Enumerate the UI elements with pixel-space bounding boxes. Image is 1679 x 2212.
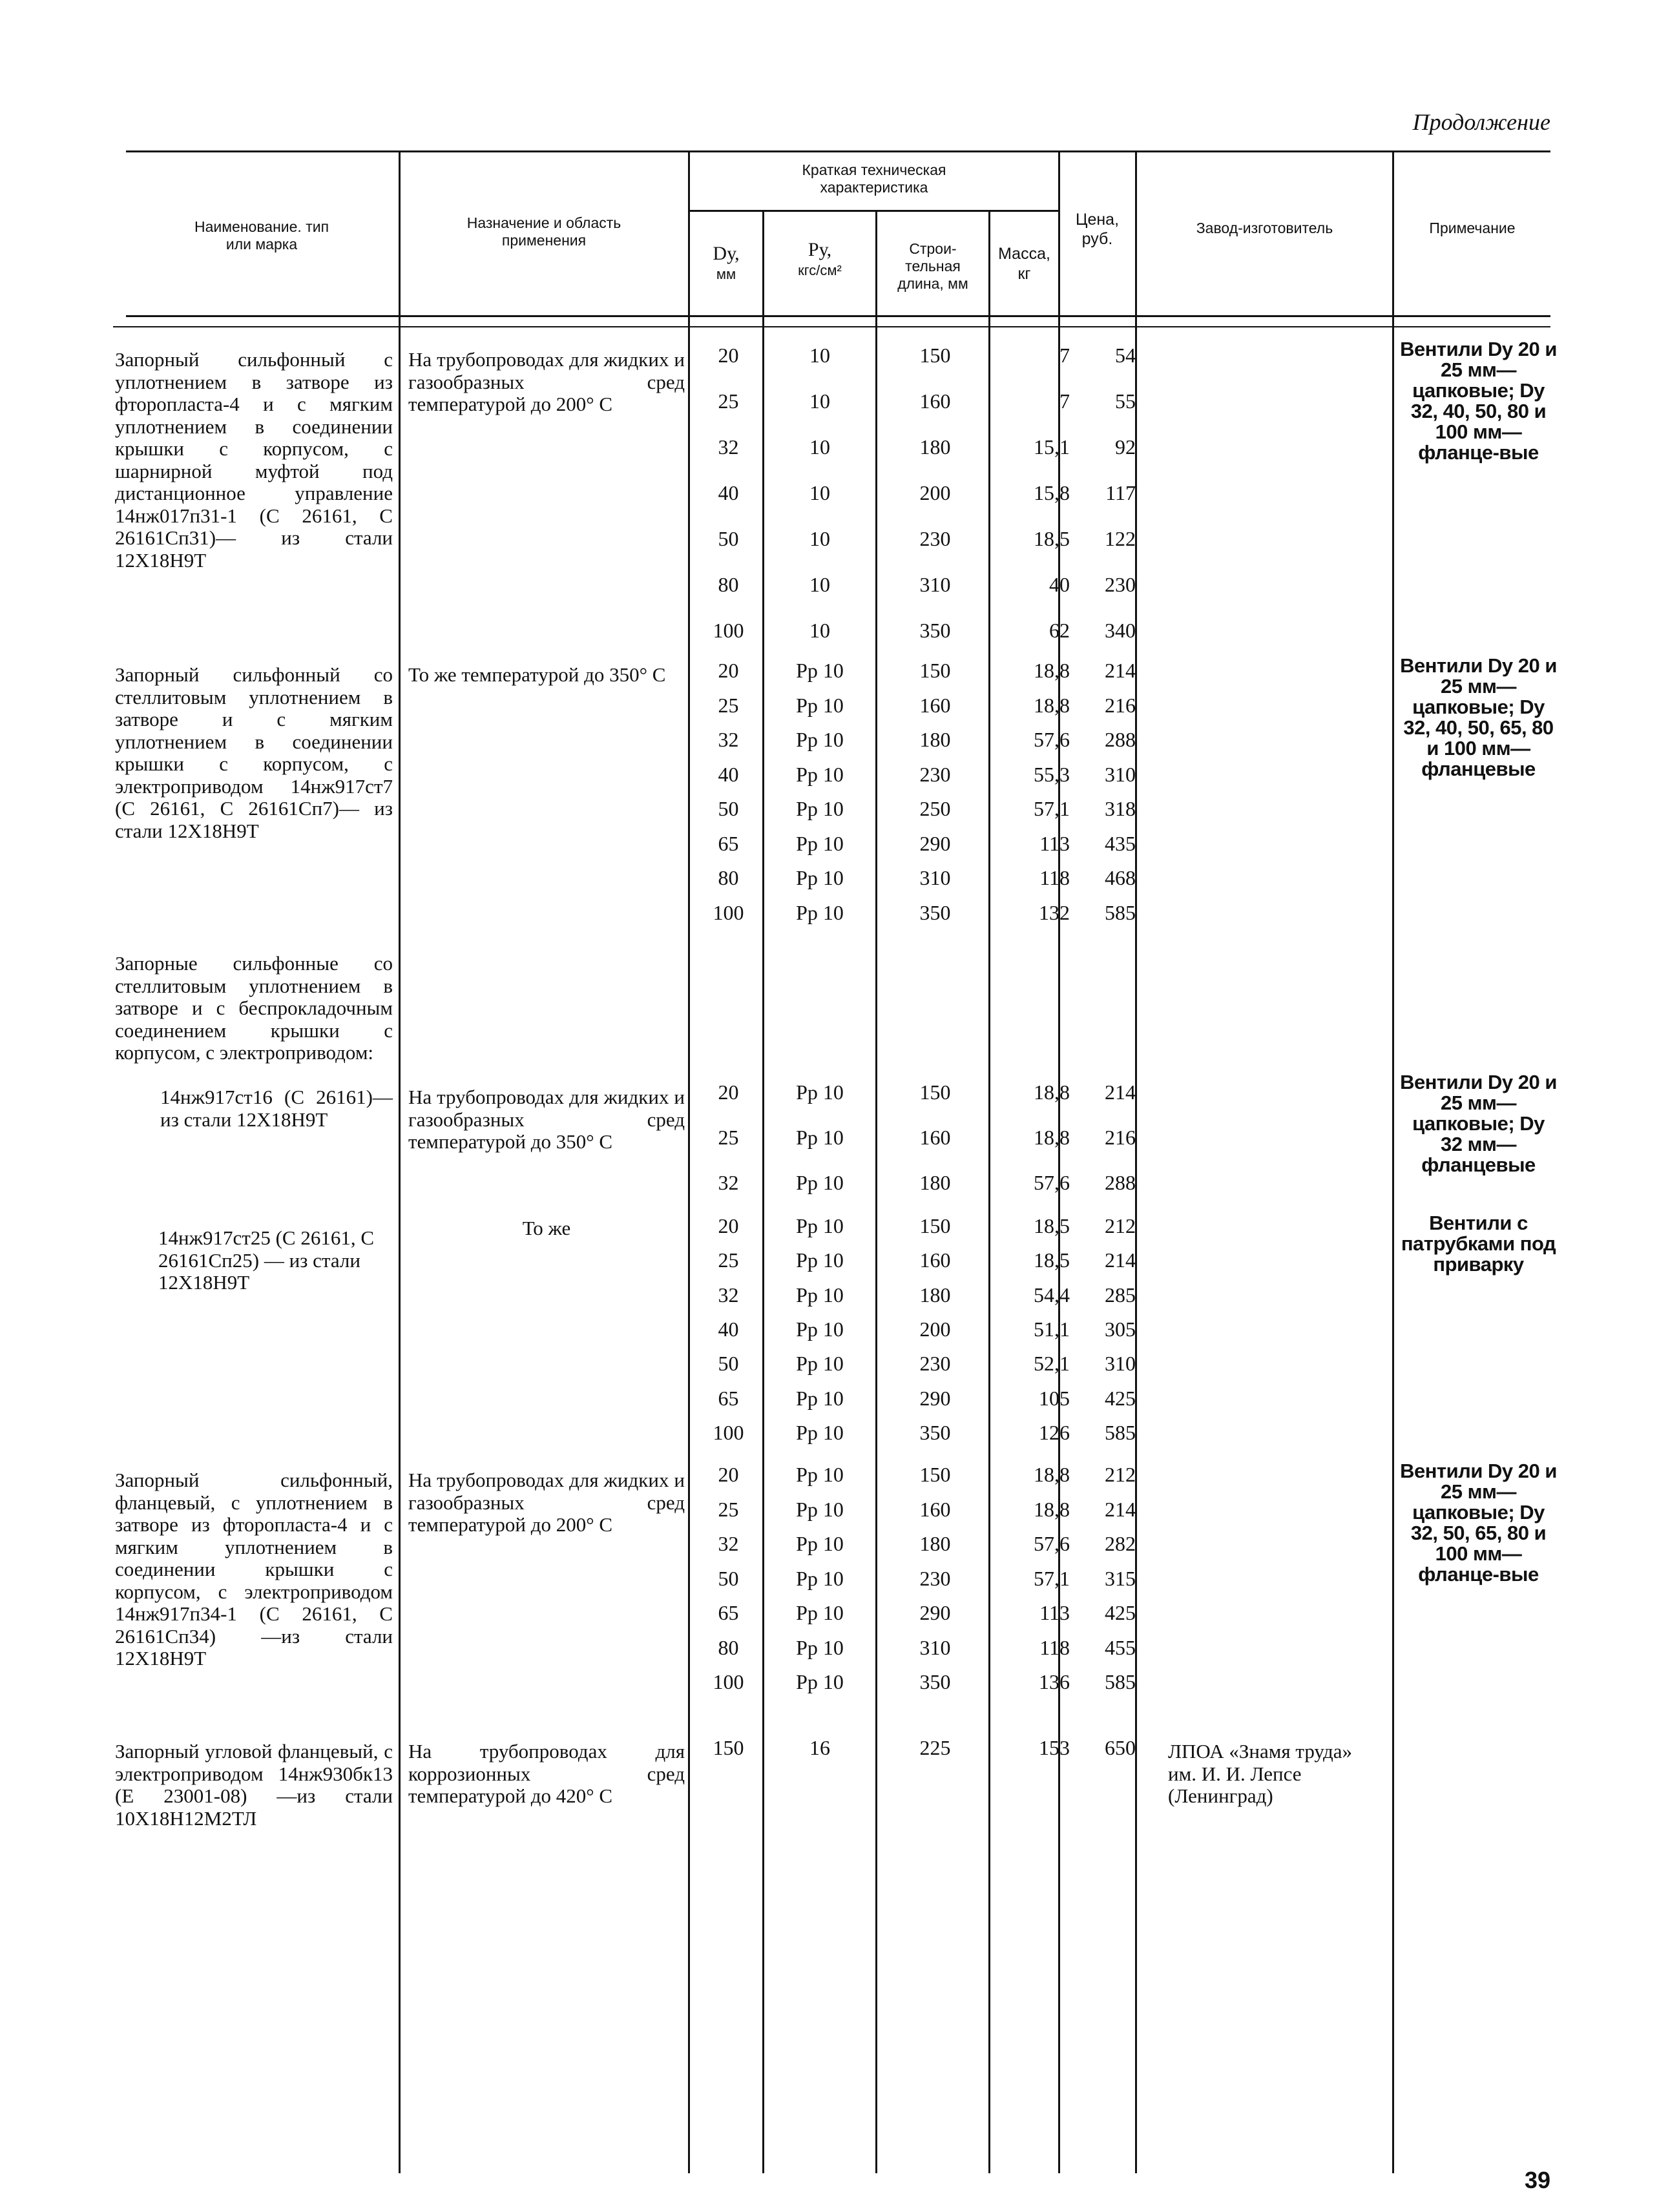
cell-mass: 7 [1059, 389, 1070, 413]
cell-py: Pр 10 [796, 831, 844, 855]
cell-mass: 132 [1039, 900, 1070, 924]
cell-price: 230 [1105, 573, 1136, 596]
cell-mass: 57,1 [1034, 797, 1070, 820]
cell-py: Pр 10 [796, 1497, 844, 1521]
cell-dy: 25 [718, 389, 739, 413]
cell-price: 117 [1105, 481, 1136, 504]
cell-py: Pр 10 [796, 1080, 844, 1104]
cell-price: 282 [1105, 1532, 1136, 1555]
cell-mass: 118 [1039, 866, 1070, 889]
cell-py: Pр 10 [796, 1601, 844, 1624]
cell-mass: 113 [1039, 831, 1070, 855]
cell-mass: 18,5 [1034, 1248, 1070, 1272]
entry-3-sub2-purpose: То же [522, 1217, 571, 1239]
cell-length: 350 [919, 1670, 951, 1693]
cell-py: Pр 10 [796, 900, 844, 924]
cell-price: 212 [1105, 1463, 1136, 1486]
header-price: Цена, руб. [1075, 211, 1120, 248]
cell-dy: 80 [718, 866, 739, 889]
cell-mass: 153 [1039, 1736, 1070, 1759]
entry-2-name: Запорный сильфонный со стеллитовым уплотнением в затворе и с мягким уплотнением в соединении крышки с корпусом, с электроприводом 14нж917ст7 (С 26161, С 26161Сп7)— из стали 12Х18Н9Т [115, 663, 393, 842]
cell-price: 650 [1105, 1736, 1136, 1759]
cell-length: 150 [919, 344, 951, 367]
cell-py: Pр 10 [796, 1420, 844, 1444]
entry-1-note: Вентили Dу 20 и 25 мм— цапковые; Dу 32, 40, 50, 80 и 100 мм—фланце-вые [1400, 338, 1557, 464]
cell-dy: 32 [718, 1171, 739, 1194]
cell-length: 230 [919, 1566, 951, 1590]
header-maker: Завод-изготовитель [1196, 220, 1333, 236]
cell-length: 290 [919, 831, 951, 855]
entry-4-name: Запорный сильфонный, фланцевый, с уплотнением в затворе из фторопласта-4 и с мягким уплотнением в соединении крышки с корпусом, с электроприводом 14нж917п34-1 (С 26161, С 26161Сп34) —из стали 12Х18Н9Т [115, 1469, 393, 1669]
cell-mass: 62 [1049, 619, 1070, 642]
cell-mass: 57,1 [1034, 1566, 1070, 1590]
cell-dy: 40 [718, 481, 739, 504]
entry-3-sub1-purpose: На трубопроводах для жидких и газообразных сред температурой до 350° С [408, 1086, 685, 1153]
cell-py: Pр 10 [796, 1566, 844, 1590]
cell-mass: 18,5 [1034, 527, 1070, 550]
table-top-rule [126, 150, 1550, 152]
cell-py: Pр 10 [796, 693, 844, 717]
cell-py: Pр 10 [796, 1248, 844, 1272]
cell-price: 310 [1105, 762, 1136, 786]
cell-length: 150 [919, 1463, 951, 1486]
cell-dy: 80 [718, 1635, 739, 1659]
cell-price: 212 [1105, 1214, 1136, 1237]
cell-price: 318 [1105, 797, 1136, 820]
cell-dy: 80 [718, 573, 739, 596]
entry-3-sub1-note: Вентили Dу 20 и 25 мм— цапковые; Dу 32 мм— фланцевые [1400, 1071, 1557, 1176]
cell-length: 310 [919, 866, 951, 889]
cell-price: 305 [1105, 1317, 1136, 1341]
entry-1-name: Запорный сильфонный с уплотнением в затворе из фторопласта-4 и с мягким уплотнением в соединении крышки с корпусом, с шарнирной муфтой под дистанционное управление 14нж017п31-1 (С 26161, С 26161Сп31)— из стали 12Х18Н9Т [115, 348, 393, 572]
cell-length: 290 [919, 1601, 951, 1624]
cell-mass: 126 [1039, 1420, 1070, 1444]
cell-dy: 20 [718, 1463, 739, 1486]
header-mass: Масса, кг [998, 245, 1050, 283]
col-divider-8 [1392, 152, 1394, 2173]
header-name: Наименование. тип или марка [194, 218, 329, 253]
cell-py: Pр 10 [796, 1126, 844, 1149]
cell-price: 122 [1105, 527, 1136, 550]
cell-mass: 18,8 [1034, 1080, 1070, 1104]
cell-dy: 100 [713, 1420, 744, 1444]
cell-price: 425 [1105, 1386, 1136, 1410]
cell-price: 310 [1105, 1352, 1136, 1376]
entry-5-purpose: На трубопроводах для коррозионных сред температурой до 420° С [408, 1740, 685, 1807]
cell-mass: 113 [1039, 1601, 1070, 1624]
cell-dy: 25 [718, 1126, 739, 1149]
cell-mass: 105 [1039, 1386, 1070, 1410]
header-length: Строи- тельная длина, мм [897, 240, 968, 292]
cell-py: Pр 10 [796, 762, 844, 786]
cell-mass: 18,8 [1034, 659, 1070, 682]
cell-mass: 57,6 [1034, 1171, 1070, 1194]
cell-mass: 52,1 [1034, 1352, 1070, 1376]
cell-dy: 50 [718, 1566, 739, 1590]
cell-dy: 20 [718, 344, 739, 367]
cell-py: Pр 10 [796, 1463, 844, 1486]
cell-py: 10 [809, 573, 830, 596]
page-number: 39 [1524, 2167, 1550, 2193]
cell-length: 160 [919, 1126, 951, 1149]
cell-py: 10 [809, 481, 830, 504]
cell-length: 150 [919, 1214, 951, 1237]
cell-py: 10 [809, 435, 830, 459]
cell-py: 16 [809, 1736, 830, 1759]
entry-3-name: Запорные сильфонные со стеллитовым уплотнением в затворе и с беспрокладочным соединением крышки с корпусом, с электроприводом: [115, 952, 393, 1064]
cell-mass: 54,4 [1034, 1283, 1070, 1307]
cell-mass: 57,6 [1034, 1532, 1070, 1555]
cell-price: 216 [1105, 693, 1136, 717]
cell-dy: 40 [718, 1317, 739, 1341]
cell-price: 585 [1105, 1420, 1136, 1444]
header-dy: Dу, мм [713, 243, 740, 282]
header-bottom-rule [126, 315, 1550, 317]
cell-dy: 20 [718, 659, 739, 682]
cell-price: 585 [1105, 900, 1136, 924]
cell-py: Pр 10 [796, 1670, 844, 1693]
cell-dy: 65 [718, 1386, 739, 1410]
entry-2-purpose: То же температурой до 350° С [408, 663, 666, 686]
entry-5-maker: ЛПОА «Знамя труда» им. И. И. Лепсе (Ленинград) [1168, 1740, 1352, 1807]
cell-length: 310 [919, 1635, 951, 1659]
cell-price: 288 [1105, 1171, 1136, 1194]
cell-price: 216 [1105, 1126, 1136, 1149]
cell-py: Pр 10 [796, 1635, 844, 1659]
cell-dy: 65 [718, 1601, 739, 1624]
cell-dy: 50 [718, 1352, 739, 1376]
cell-length: 160 [919, 1497, 951, 1521]
cell-length: 150 [919, 659, 951, 682]
entry-3-sub2-note: Вентили с патрубками под приварку [1401, 1212, 1556, 1276]
cell-py: 10 [809, 619, 830, 642]
cell-length: 230 [919, 527, 951, 550]
cell-length: 350 [919, 619, 951, 642]
cell-price: 288 [1105, 728, 1136, 751]
continuation-label: Продолжение [1412, 109, 1550, 135]
subheader-rule [113, 326, 1550, 327]
cell-price: 214 [1105, 1248, 1136, 1272]
cell-dy: 32 [718, 1283, 739, 1307]
entry-3-sub2-name: 14нж917ст25 (С 26161, С 26161Сп25) — из стали 12Х18Н9Т [158, 1226, 374, 1294]
cell-length: 200 [919, 481, 951, 504]
cell-dy: 150 [713, 1736, 744, 1759]
entry-1-purpose: На трубопроводах для жидких и газообразных сред температурой до 200° С [408, 348, 685, 415]
entry-4-purpose: На трубопроводах для жидких и газообразных сред температурой до 200° С [408, 1469, 685, 1536]
cell-length: 180 [919, 435, 951, 459]
cell-price: 214 [1105, 1080, 1136, 1104]
cell-length: 350 [919, 1420, 951, 1444]
cell-py: 10 [809, 527, 830, 550]
cell-dy: 50 [718, 527, 739, 550]
cell-dy: 32 [718, 435, 739, 459]
cell-length: 180 [919, 1171, 951, 1194]
cell-dy: 65 [718, 831, 739, 855]
col-divider-1 [399, 152, 401, 2173]
entry-3-sub1-name: 14нж917ст16 (С 26161)— из стали 12Х18Н9Т [160, 1086, 393, 1131]
cell-py: Pр 10 [796, 866, 844, 889]
cell-py: Pр 10 [796, 1283, 844, 1307]
header-purpose: Назначение и область применения [466, 214, 621, 249]
cell-length: 150 [919, 1080, 951, 1104]
cell-mass: 18,8 [1034, 693, 1070, 717]
cell-py: Pр 10 [796, 1171, 844, 1194]
cell-dy: 20 [718, 1080, 739, 1104]
cell-mass: 57,6 [1034, 728, 1070, 751]
cell-dy: 25 [718, 1497, 739, 1521]
cell-py: Pр 10 [796, 1214, 844, 1237]
cell-price: 455 [1105, 1635, 1136, 1659]
cell-length: 200 [919, 1317, 951, 1341]
cell-length: 290 [919, 1386, 951, 1410]
cell-length: 250 [919, 797, 951, 820]
entry-2-note: Вентили Dу 20 и 25 мм— цапковые; Dу 32, 40, 50, 65, 80 и 100 мм— фланцевые [1400, 654, 1557, 780]
header-py: Pу, кгс/см² [798, 239, 842, 278]
header-note: Примечание [1429, 220, 1516, 236]
cell-length: 160 [919, 1248, 951, 1272]
col-divider-4 [875, 210, 877, 2173]
cell-length: 350 [919, 900, 951, 924]
cell-py: Pр 10 [796, 1532, 844, 1555]
cell-mass: 40 [1049, 573, 1070, 596]
cell-length: 310 [919, 573, 951, 596]
cell-length: 180 [919, 1532, 951, 1555]
cell-length: 230 [919, 1352, 951, 1376]
cell-dy: 100 [713, 619, 744, 642]
cell-price: 315 [1105, 1566, 1136, 1590]
cell-mass: 15,1 [1034, 435, 1070, 459]
cell-mass: 51,1 [1034, 1317, 1070, 1341]
cell-price: 54 [1115, 344, 1136, 367]
entry-5-name: Запорный угловой фланцевый, с электроприводом 14нж930бк13 (Е 23001-08) —из стали 10Х18Н12М2ТЛ [115, 1740, 393, 1830]
cell-py: Pр 10 [796, 1386, 844, 1410]
cell-py: Pр 10 [796, 797, 844, 820]
cell-dy: 100 [713, 900, 744, 924]
cell-mass: 55,3 [1034, 762, 1070, 786]
cell-mass: 7 [1059, 344, 1070, 367]
cell-price: 468 [1105, 866, 1136, 889]
col-divider-2 [688, 152, 690, 2173]
cell-mass: 18,8 [1034, 1463, 1070, 1486]
cell-price: 425 [1105, 1601, 1136, 1624]
cell-price: 214 [1105, 659, 1136, 682]
entry-4-note: Вентили Dу 20 и 25 мм— цапковые; Dу 32, 50, 65, 80 и 100 мм—фланце-вые [1400, 1460, 1557, 1586]
cell-py: Pр 10 [796, 1352, 844, 1376]
cell-py: Pр 10 [796, 728, 844, 751]
cell-mass: 18,8 [1034, 1497, 1070, 1521]
cell-price: 92 [1115, 435, 1136, 459]
cell-mass: 118 [1039, 1635, 1070, 1659]
cell-dy: 25 [718, 1248, 739, 1272]
cell-dy: 20 [718, 1214, 739, 1237]
cell-py: Pр 10 [796, 659, 844, 682]
cell-dy: 32 [718, 728, 739, 751]
cell-length: 180 [919, 728, 951, 751]
cell-price: 340 [1105, 619, 1136, 642]
cell-length: 160 [919, 389, 951, 413]
cell-length: 225 [919, 1736, 951, 1759]
cell-py: Pр 10 [796, 1317, 844, 1341]
cell-py: 10 [809, 344, 830, 367]
cell-price: 435 [1105, 831, 1136, 855]
cell-dy: 25 [718, 693, 739, 717]
cell-mass: 18,8 [1034, 1126, 1070, 1149]
cell-dy: 32 [718, 1532, 739, 1555]
cell-py: 10 [809, 389, 830, 413]
cell-price: 285 [1105, 1283, 1136, 1307]
cell-mass: 15,8 [1034, 481, 1070, 504]
cell-mass: 136 [1039, 1670, 1070, 1693]
cell-length: 230 [919, 762, 951, 786]
cell-price: 585 [1105, 1670, 1136, 1693]
cell-length: 160 [919, 693, 951, 717]
cell-dy: 50 [718, 797, 739, 820]
cell-price: 55 [1115, 389, 1136, 413]
cell-length: 180 [919, 1283, 951, 1307]
tech-header-rule [690, 210, 1058, 212]
cell-price: 214 [1105, 1497, 1136, 1521]
cell-mass: 18,5 [1034, 1214, 1070, 1237]
cell-dy: 40 [718, 762, 739, 786]
header-tech: Краткая техническая характеристика [802, 161, 946, 196]
cell-dy: 100 [713, 1670, 744, 1693]
